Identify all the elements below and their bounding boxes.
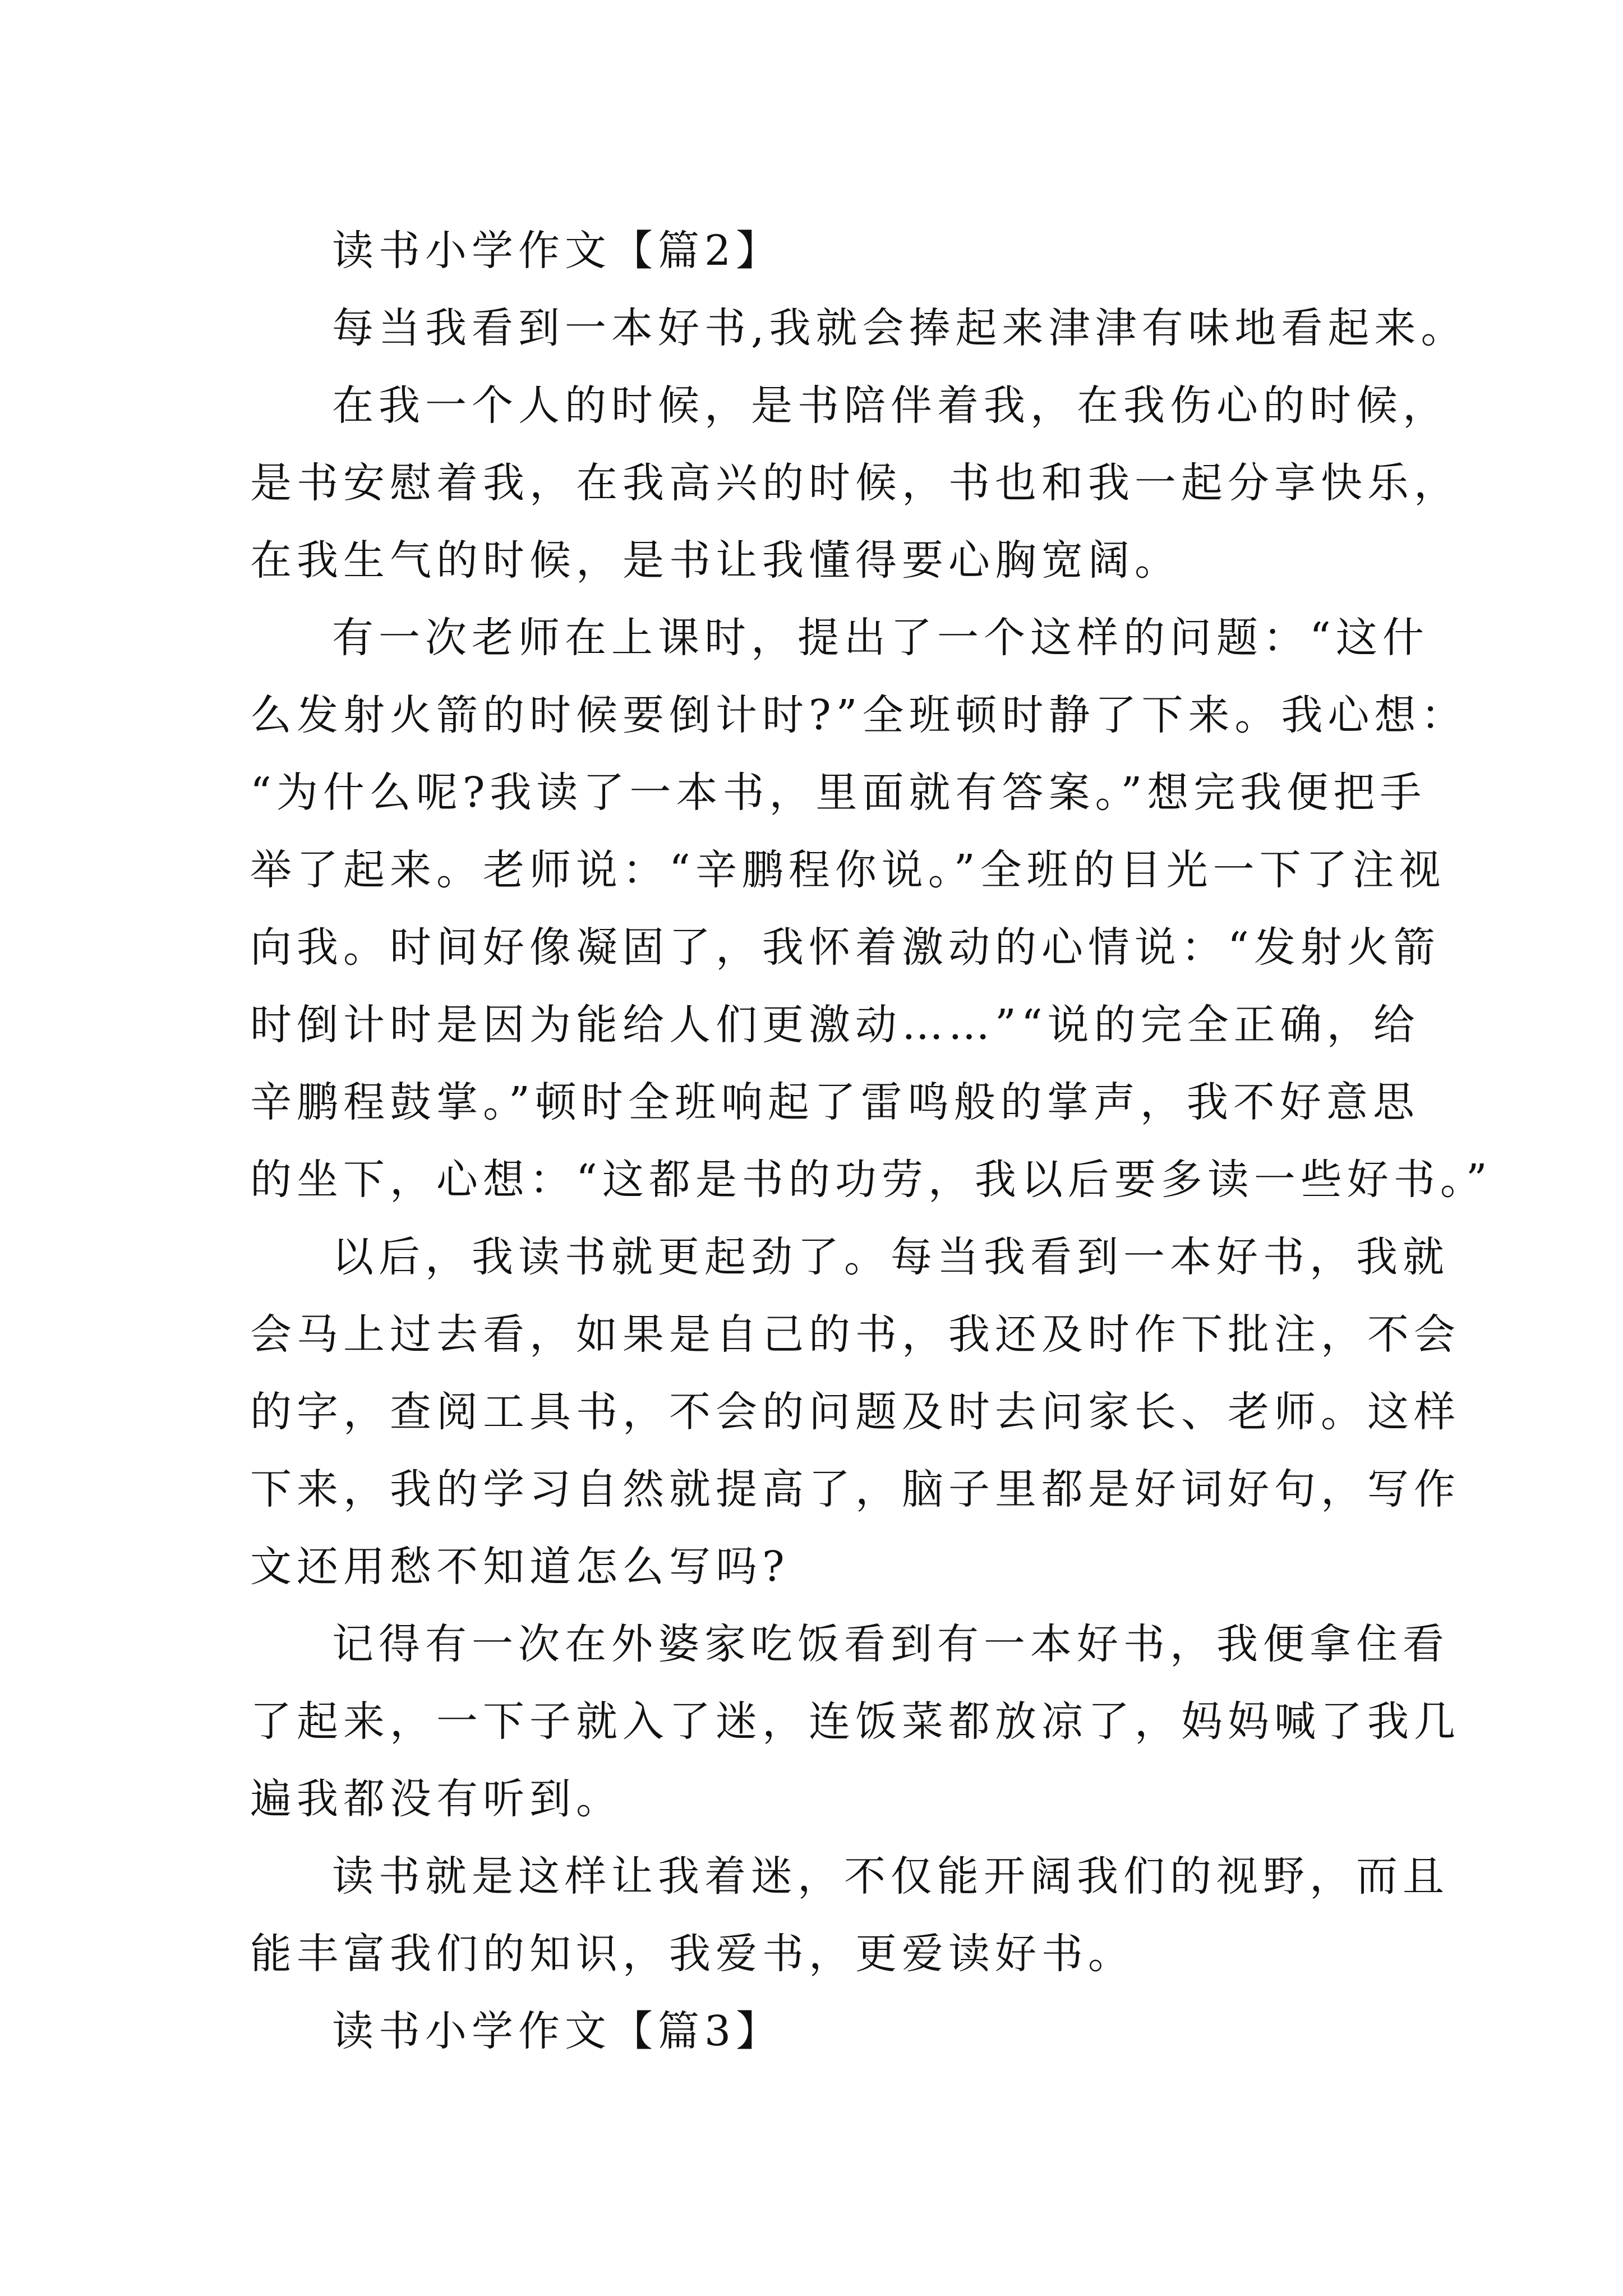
paragraph-line: 读书就是这样让我着迷，不仅能开阔我们的视野，而且 [332,1852,1449,1901]
paragraph-line: 在我一个人的时候，是书陪伴着我，在我伤心的时候， [332,381,1449,430]
paragraph-line: 了起来，一下子就入了迷，连饭菜都放凉了，妈妈喊了我几 [250,1697,1460,1746]
paragraph-line: 以后，我读书就更起劲了。每当我看到一本好书，我就 [332,1233,1449,1281]
paragraph-line: 向我。时间好像凝固了，我怀着激动的心情说：“发射火箭 [250,923,1440,972]
paragraph-line: 会马上过去看，如果是自己的书，我还及时作下批注，不会 [250,1310,1460,1359]
paragraph-line: 的坐下，心想：“这都是书的功劳，我以后要多读一些好书。” [250,1156,1492,1204]
paragraph-line: 在我生气的时候，是书让我懂得要心胸宽阔。 [250,536,1181,585]
paragraph-line: 有一次老师在上课时，提出了一个这样的问题：“这什 [332,614,1429,662]
paragraph-line: 么发射火箭的时候要倒计时?”全班顿时静了下来。我心想： [250,691,1468,739]
paragraph-line: 记得有一次在外婆家吃饭看到有一本好书，我便拿住看 [332,1620,1449,1668]
paragraph-line: 时倒计时是因为能给人们更激动……”“说的完全正确，给 [250,1001,1420,1049]
paragraph-line: 的字，查阅工具书，不会的问题及时去问家长、老师。这样 [250,1388,1460,1436]
paragraph-line: 遍我都没有听到。 [250,1775,623,1823]
essay-body [250,212,1492,2070]
paragraph-line: 每当我看到一本好书,我就会捧起来津津有味地看起来。 [332,304,1468,352]
paragraph-line: 文还用愁不知道怎么写吗? [250,1543,790,1591]
paragraph-line: 辛鹏程鼓掌。”顿时全班响起了雷鸣般的掌声，我不好意思 [250,1078,1419,1126]
section-heading-3: 读书小学作文【篇3】 [332,2007,783,2055]
paragraph-line: 下来，我的学习自然就提高了，脑子里都是好词好句，写作 [250,1465,1460,1513]
section-heading-2: 读书小学作文【篇2】 [332,227,783,275]
paragraph-line: 能丰富我们的知识，我爱书，更爱读好书。 [250,1930,1135,1978]
paragraph-line: 是书安慰着我，在我高兴的时候，书也和我一起分享快乐， [250,459,1460,507]
paragraph-line: 举了起来。老师说：“辛鹏程你说。”全班的目光一下了注视 [250,846,1446,894]
paragraph-line: “为什么呢?我读了一本书，里面就有答案。”想完我便把手 [250,769,1427,817]
